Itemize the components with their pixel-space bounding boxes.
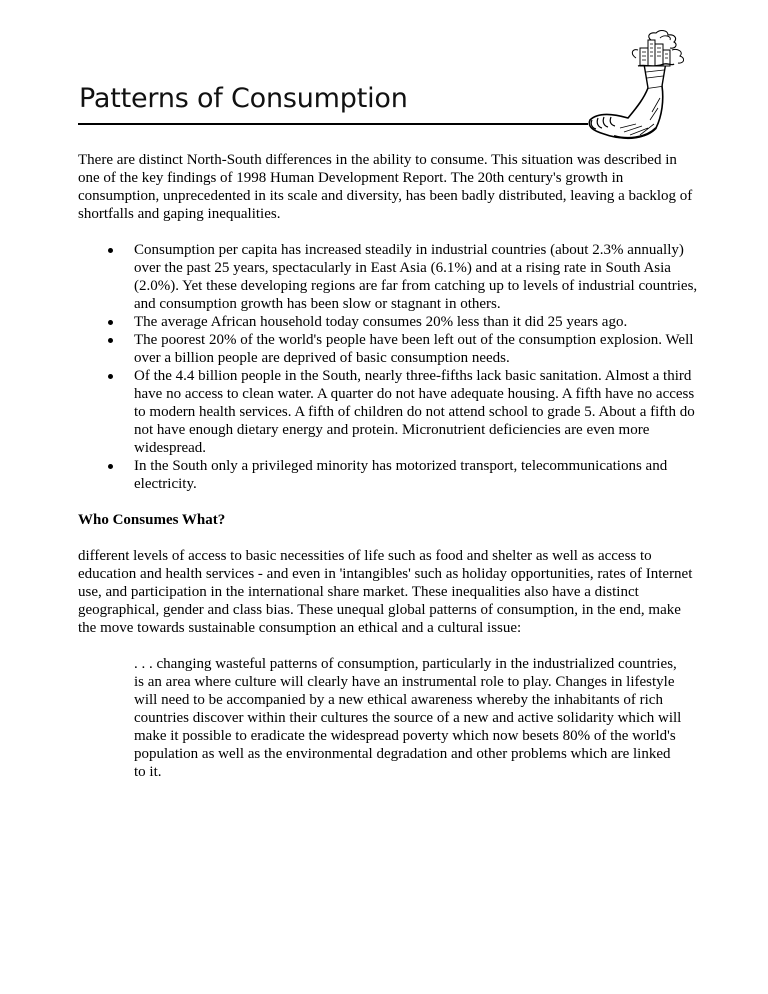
document-body — [78, 151, 698, 781]
title-underline — [78, 123, 588, 125]
list-item-text: The poorest 20% of the world's people have been left out of the consumption explosion. Well over a billion people are deprived of basic consumption needs. — [134, 332, 694, 366]
bullet-icon — [108, 320, 113, 325]
list-item — [134, 331, 698, 367]
block-quote: . . . changing wasteful patterns of consumption, particularly in the industrialized countries, is an area where culture will clearly have an instrumental role to play. Changes in lifestyle will need to be accompanied by a new ethical awareness whereby the inhabitants of rich countries discover within their cultures the source of a new and active solidarity which will make it possible to eradicate the widespread poverty which now besets 80% of the world's population as well as the environmental degradation and other problems which are linked to it. — [134, 656, 682, 780]
section-heading: Who Consumes What? — [78, 512, 226, 528]
body-paragraph: different levels of access to basic necessities of life such as food and shelter as well as access to education and health services - and even in 'intangibles' such as holiday opportunities, rates of Internet use, and participation in the international share market. These inequalities also have a distinct geographical, gender and class bias. These unequal global patterns of consumption, in the end, make the move towards sustainable consumption an ethical and a cultural issue: — [78, 548, 693, 636]
list-item-text: Of the 4.4 billion people in the South, nearly three-fifths lack basic sanitation. Almost a third have no access to clean water. A quarter do not have adequate housing. A fifth have no access to modern health services. A fifth of children do not attend school to grade 5. About a fifth do not have enough dietary energy and protein. Micronutrient deficiencies are even more widespread. — [134, 368, 695, 456]
bullet-icon — [108, 338, 113, 343]
city-on-foot-icon — [584, 28, 696, 146]
list-item-text: The average African household today consumes 20% less than it did 25 years ago. — [134, 314, 628, 330]
findings-list — [78, 241, 698, 493]
list-item — [134, 241, 698, 313]
intro-paragraph: There are distinct North-South differences in the ability to consume. This situation was described in one of the key findings of 1998 Human Development Report. The 20th century's growth in consumption, unprecedented in its scale and diversity, has been badly distributed, leaving a backlog of shortfalls and gaping inequalities. — [78, 152, 693, 222]
list-item-text: In the South only a privileged minority has motorized transport, telecommunications and electricity. — [134, 458, 668, 492]
page-title: Patterns of Consumption — [79, 83, 408, 114]
list-item-text: Consumption per capita has increased steadily in industrial countries (about 2.3% annually) over the past 25 years, spectacularly in East Asia (6.1%) and at a rising rate in South Asia (2.0%). Yet these developing regions are far from catching up to levels of industrial countries, and consumption growth has been slow or stagnant in others. — [134, 242, 698, 312]
list-item — [134, 457, 698, 493]
list-item — [134, 313, 698, 331]
list-item — [134, 367, 698, 457]
bullet-icon — [108, 248, 113, 253]
bullet-icon — [108, 374, 113, 379]
bullet-icon — [108, 464, 113, 469]
